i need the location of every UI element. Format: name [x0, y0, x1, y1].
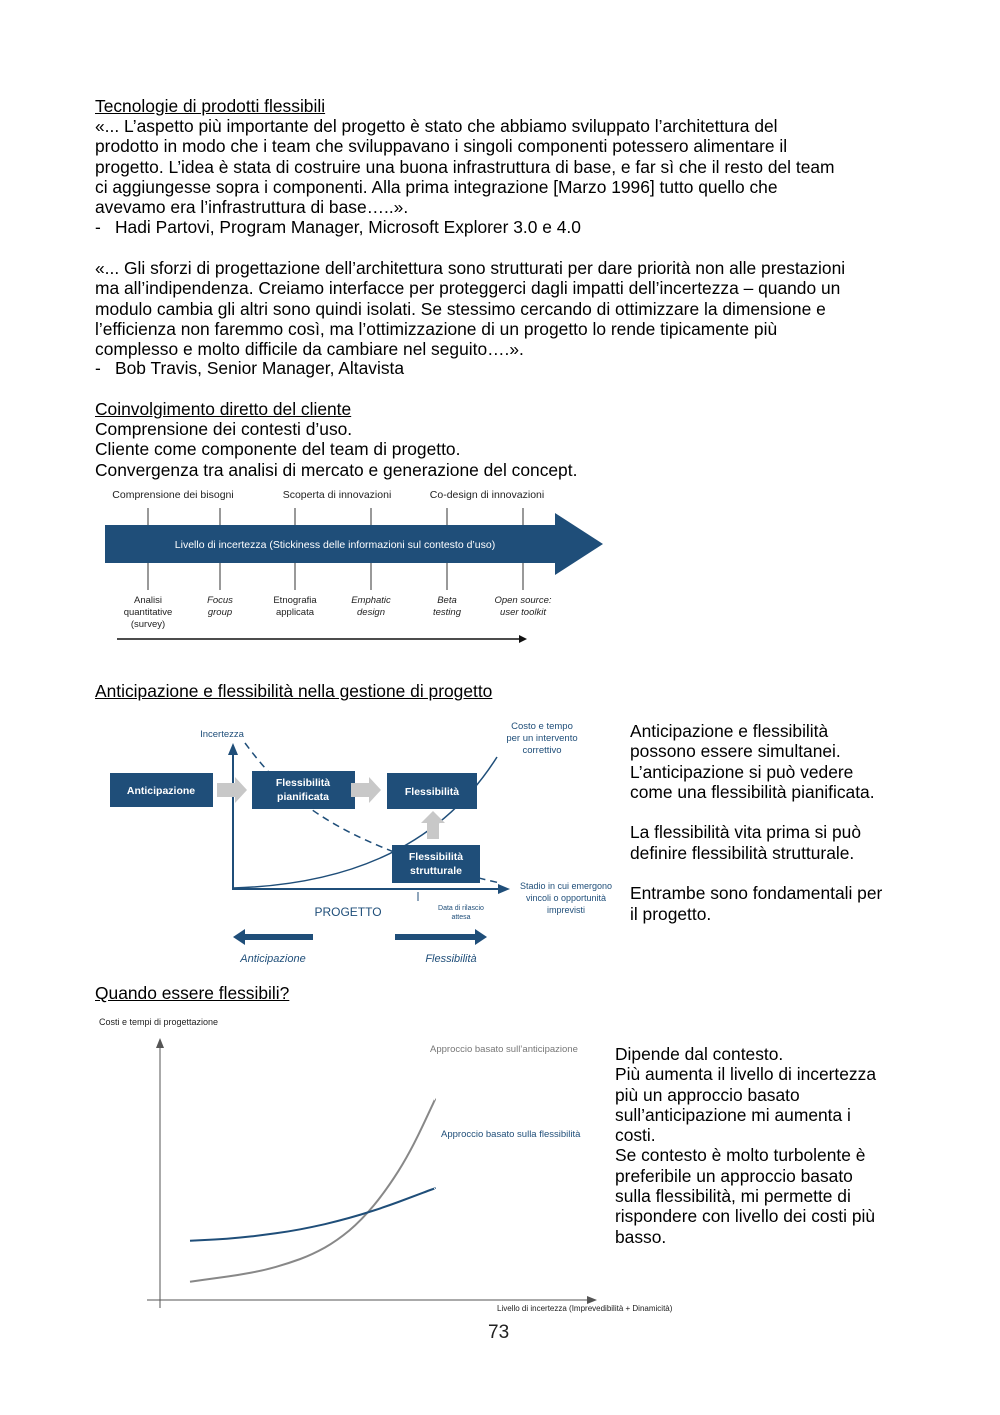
method-label: group — [207, 607, 233, 618]
chart-ylabel: Costi e tempi di progettazione — [99, 1017, 219, 1027]
text-line: Dipende dal contesto. — [615, 1044, 784, 1064]
arrow-flessibilita — [395, 929, 487, 945]
author-partovi — [95, 217, 581, 237]
method-label: (survey) — [130, 619, 166, 630]
progetto-label: PROGETTO — [314, 905, 382, 919]
spacer — [630, 802, 882, 822]
top-label: Scoperta di innovazioni — [282, 489, 392, 501]
author-text: Bob Travis, Senior Manager, Altavista — [115, 358, 405, 378]
method-label: applicata — [275, 607, 315, 618]
x-axis-label: Stadio in cui emergono — [519, 881, 613, 891]
text-line: il progetto. — [630, 903, 712, 924]
method-label: design — [357, 607, 385, 618]
page-number: 73 — [488, 1322, 510, 1343]
quote-line: progetto. L’idea è stata di costruire una buona infrastruttura di base, e far sì che il resto del team — [95, 156, 835, 177]
side-text-anticipazione — [630, 721, 882, 924]
text-line: possono essere simultanei. — [630, 741, 841, 762]
text-line: più un approccio basato — [615, 1084, 800, 1105]
arrow-label: Flessibilità — [425, 953, 477, 965]
y-axis-label: Incertezza — [200, 729, 244, 740]
text-line: sull’anticipazione mi aumenta i — [615, 1104, 851, 1125]
chart-xlabel: Livello di incertezza (Imprevedibilità + Dinamicità) — [497, 1304, 673, 1313]
quote-line: prodotto in modo che i team che sviluppavano i singoli componenti potessero alimentare il — [95, 136, 788, 157]
quote-line: modulo cambia gli altri sono quindi isolati. Se stessimo cercando di ottimizzare la dimensione e — [95, 298, 826, 319]
text-line: rispondere con livello dei costi più — [615, 1206, 876, 1227]
text-line: L’anticipazione si può vedere — [630, 761, 854, 782]
quote-line: ma all’indipendenza. Creiamo interfacce per proteggerci dagli impatti dell’incertezza – quando un — [95, 278, 841, 299]
cost-label: Costo e tempo — [511, 721, 573, 732]
chart-x-axis-head — [587, 1296, 597, 1304]
heading-quando: Quando essere flessibili? — [95, 983, 290, 1003]
text-line: Più aumenta il livello di incertezza — [615, 1064, 876, 1085]
quote-travis — [95, 258, 845, 359]
top-label: Co-design di innovazioni — [429, 489, 545, 501]
box-label: strutturale — [410, 865, 462, 877]
bullet-dash: - — [95, 217, 101, 237]
box-label: Flessibilità — [275, 777, 331, 789]
cost-label: correttivo — [522, 745, 562, 756]
heading-tecnologie: Tecnologie di prodotti flessibili — [95, 96, 326, 116]
line-flessibilita — [190, 1188, 435, 1240]
heading-anticipazione: Anticipazione e flessibilità nella gestione di progetto — [95, 681, 493, 701]
box-label: Flessibilità — [408, 851, 464, 863]
text-line: sulla flessibilità, mi permette di — [615, 1186, 851, 1207]
top-label: Comprensione dei bisogni — [112, 489, 234, 501]
text-line: come una flessibilità pianificata. — [630, 781, 875, 802]
anticipazione-diagram — [105, 715, 620, 970]
box-label: pianificata — [277, 791, 329, 803]
method-label: Open source: — [494, 595, 552, 606]
arrow-label: Anticipazione — [240, 953, 306, 965]
series-label-flessibilita: Approccio basato sulla flessibilità — [441, 1129, 581, 1140]
x-axis-label: vincoli o opportunità — [525, 893, 607, 903]
stickiness-diagram — [95, 482, 615, 652]
quote-line: avevamo era l’infrastruttura di base…..». — [95, 197, 409, 218]
quote-line: «... L’aspetto più importante del progetto è stato che abbiamo sviluppato l’architettura del — [95, 116, 778, 136]
text-line: definire flessibilità strutturale. — [630, 842, 855, 863]
method-label: Analisi — [134, 595, 162, 606]
chart-y-axis-head — [156, 1038, 164, 1048]
box-label: Flessibilità — [404, 786, 460, 798]
x-axis-head — [498, 884, 510, 894]
coinvolgimento-lines — [95, 419, 577, 480]
arrow-label: Livello di incertezza (Stickiness delle informazioni sul contesto d’uso) — [174, 539, 496, 551]
method-label: Beta — [437, 595, 457, 606]
text-line: costi. — [615, 1125, 656, 1146]
text-line: Convergenza tra analisi di mercato e generazione del concept. — [95, 459, 578, 480]
side-text-quando — [615, 1044, 876, 1247]
text-line: Entrambe sono fondamentali per — [630, 883, 883, 904]
author-text: Hadi Partovi, Program Manager, Microsoft Explorer 3.0 e 4.0 — [115, 217, 581, 237]
method-label: quantitative — [123, 607, 173, 618]
method-label: testing — [433, 607, 461, 618]
text-line: Comprensione dei contesti d’uso. — [95, 419, 353, 439]
text-line: preferibile un approccio basato — [615, 1165, 853, 1186]
arrow-anticipazione — [233, 929, 313, 945]
cost-label: per un intervento — [506, 733, 578, 744]
quote-line: ci aggiungesse sopra i componenti. Alla prima integrazione [Marzo 1996] tutto quello che — [95, 176, 778, 197]
method-label: Etnografia — [273, 595, 317, 606]
line-anticipazione — [190, 1099, 435, 1281]
heading-coinvolgimento: Coinvolgimento diretto del cliente — [95, 399, 352, 419]
gray-arrow-up — [421, 811, 445, 839]
method-label: Emphatic — [351, 595, 391, 606]
gray-arrow — [351, 777, 381, 803]
spacer — [630, 863, 882, 883]
x-axis-label: imprevisti — [546, 905, 586, 915]
text-line: Anticipazione e flessibilità — [630, 721, 829, 741]
release-label: Data di rilascio — [438, 905, 484, 912]
text-line: Se contesto è molto turbolente è — [615, 1145, 866, 1166]
text-line: basso. — [615, 1226, 667, 1247]
method-label: user toolkit — [500, 607, 546, 618]
author-travis — [95, 358, 404, 378]
bottom-labels — [124, 595, 552, 630]
quote-line: l’efficienza non faremmo così, ma l’ottimizzazione di un progetto lo rende tipicamente più — [95, 318, 778, 339]
text-line: La flessibilità vita prima si può — [630, 822, 862, 843]
quote-line: «... Gli sforzi di progettazione dell’architettura sono strutturati per dare priorità non alle prestazioni — [95, 258, 846, 278]
release-label: attesa — [451, 914, 471, 921]
quote-partovi — [95, 116, 835, 217]
bullet-dash: - — [95, 358, 101, 378]
timeline-arrow-head — [519, 635, 527, 643]
series-label-anticipazione: Approccio basato sull’anticipazione — [430, 1044, 578, 1055]
text-line: Cliente come componente del team di progetto. — [95, 439, 461, 460]
box-label: Anticipazione — [126, 785, 196, 797]
method-label: Focus — [207, 595, 233, 606]
y-axis-head — [228, 743, 238, 755]
quote-line: complesso e molto difficile da cambiare nel seguito….». — [95, 339, 524, 360]
